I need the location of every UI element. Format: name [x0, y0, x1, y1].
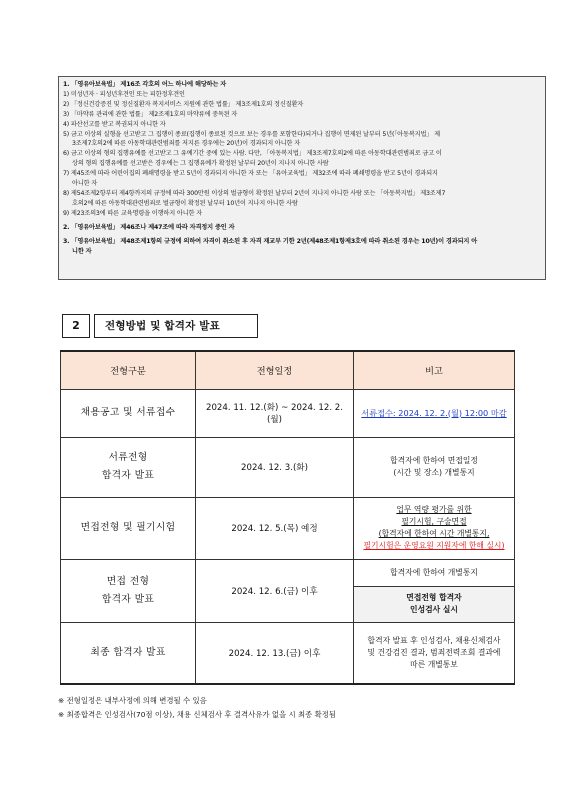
- legal-line: 3) 「마약류 관리에 관한 법률」 제2조제1호의 마약류에 중독된 자: [63, 110, 238, 118]
- legal-line: 호의2에 따른 아동학대관련범죄로 벌금형이 확정된 날부터 10년이 지나지 아니한 사람: [72, 199, 298, 207]
- note-line: 인성검사 실시: [410, 605, 458, 614]
- stage-cell: [61, 437, 196, 497]
- legal-line: 3조제7호의2에 따른 아동학대관련범죄를 저지른 경우에는 20년)이 경과되지 아니한 자: [72, 140, 301, 148]
- note-line: 합격자에 한하여 면접일정: [390, 456, 478, 465]
- note-cell: [354, 389, 515, 437]
- header-stage: 전형구분: [61, 351, 196, 389]
- legal-line: 4) 파산선고를 받고 복권되지 아니한 자: [63, 120, 166, 128]
- table-header-row: [61, 351, 515, 389]
- schedule-cell: 2024. 11. 12.(화) ~ 2024. 12. 2.(월): [196, 389, 354, 437]
- note-cell-shaded: [354, 586, 515, 622]
- header-schedule: 전형일정: [196, 351, 354, 389]
- stage-line: 합격자 발표: [101, 593, 155, 605]
- stage-cell: 면접전형 및 필기시험: [61, 497, 196, 559]
- stage-line: 합격자 발표: [101, 470, 155, 481]
- footnote: ※ 전형일정은 내부사정에 의해 변경될 수 있음: [58, 696, 207, 705]
- legal-line: 2) 「정신건강증진 및 정신질환자 복지서비스 지원에 관한 법률」 제3조제1호의 정신질환자: [63, 100, 304, 108]
- note-line: (시간 및 장소) 개별통지: [393, 468, 475, 477]
- note-cell: [354, 497, 515, 559]
- legal-line: 1. 「영유아보육법」 제16조 각호의 어느 하나에 해당하는 자: [63, 81, 227, 88]
- legal-line: 6) 금고 이상의 형의 집행유예를 선고받고 그 유예기간 중에 있는 사람. 다만, 「아동복지법」 제3조제7호의2에 따른 아동학대관련범죄로 금고 이: [63, 150, 442, 158]
- section-title: 전형방법 및 합격자 발표: [94, 314, 258, 338]
- note-cell: 합격자에 한하여 개별통지: [354, 559, 515, 586]
- note-line: 및 건강검진 결과, 범죄전력조회 결과에: [367, 647, 501, 657]
- table-row: [61, 389, 515, 437]
- header-note: 비고: [354, 351, 515, 389]
- note-line: 면접전형 합격자: [406, 593, 462, 602]
- note-cell: [354, 622, 515, 684]
- section-number: 2: [62, 314, 90, 338]
- note-line-highlight: 필기시험은 운영요원 지원자에 한해 실시): [363, 541, 505, 550]
- deadline-link[interactable]: 서류접수: 2024. 12. 2.(월) 12:00 마감: [361, 407, 507, 418]
- legal-line: 니한 자: [72, 247, 92, 255]
- stage-line: 면접 전형: [106, 575, 150, 587]
- disqualification-box: [58, 76, 546, 280]
- legal-line: 9) 제23조의3에 따른 교육명령을 이행하지 아니한 자: [63, 209, 203, 217]
- legal-line: 8) 제54조제2항부터 제4항까지의 규정에 따라 300만원 이상의 벌금형이 확정된 날부터 2년이 지나지 아니한 사람 또는 「아동복지법」 제3조제7: [63, 189, 446, 197]
- legal-line: 7) 제45조에 따라 어린이집의 폐쇄명령을 받고 5년이 경과되지 아니한 자 또는 「유아교육법」 제32조에 따라 폐쇄명령을 받고 5년이 경과되지: [63, 170, 438, 178]
- legal-line: 1) 미성년자 · 피성년후견인 또는 피한정후견인: [63, 90, 185, 98]
- table-row: [61, 497, 515, 559]
- legal-line: 아니한 자: [72, 180, 98, 188]
- note-line: (합격자에 한하여 시간 개별통지,: [378, 529, 490, 538]
- stage-cell: 최종 합격자 발표: [61, 622, 196, 684]
- note-line: 따른 개별통보: [410, 659, 458, 669]
- schedule-cell: 2024. 12. 3.(화): [196, 437, 354, 497]
- stage-cell: [61, 559, 196, 622]
- legal-line: 3. 「영유아보육법」 제48조제1항의 규정에 의하여 자격이 취소된 후 자격 재교부 기한 2년(제48조제1항제3호에 따라 취소된 경우는 10년)이 경과되지 아: [63, 237, 478, 245]
- legal-line: 2. 「영유아보육법」 제46조나 제47조에 따라 자격정지 중인 자: [63, 223, 235, 231]
- table-row: [61, 437, 515, 497]
- table-row: [61, 622, 515, 684]
- table-row: [61, 559, 515, 586]
- schedule-cell: 2024. 12. 5.(목) 예정: [196, 497, 354, 559]
- schedule-cell: 2024. 12. 6.(금) 이후: [196, 559, 354, 622]
- legal-line: 상의 형의 집행유예를 선고받은 경우에는 그 집행유예가 확정된 날부터 20년이 지나지 아니한 사람: [72, 160, 329, 168]
- schedule-table: [60, 350, 515, 685]
- note-line: 업무 역량 평가를 위한: [396, 505, 472, 514]
- note-line: 필기시험, 구술면접: [401, 517, 467, 526]
- footnotes: [58, 694, 538, 722]
- stage-cell: 채용공고 및 서류접수: [61, 389, 196, 437]
- legal-line: 5) 금고 이상의 실형을 선고받고 그 집행이 종료(집행이 종료된 것으로 보는 경우를 포함한다)되거나 집행이 면제된 날부터 5년(「아동복지법」 제: [63, 130, 440, 138]
- note-line: 합격자 발표 후 인성검사, 채용신체검사: [367, 635, 501, 645]
- note-cell: [354, 437, 515, 497]
- schedule-cell: 2024. 12. 13.(금) 이후: [196, 622, 354, 684]
- footnote: ※ 최종합격은 인성검사(70점 이상), 채용 신체검사 후 결격사유가 없을 시 최종 확정됨: [58, 710, 337, 719]
- stage-line: 서류전형: [108, 452, 148, 463]
